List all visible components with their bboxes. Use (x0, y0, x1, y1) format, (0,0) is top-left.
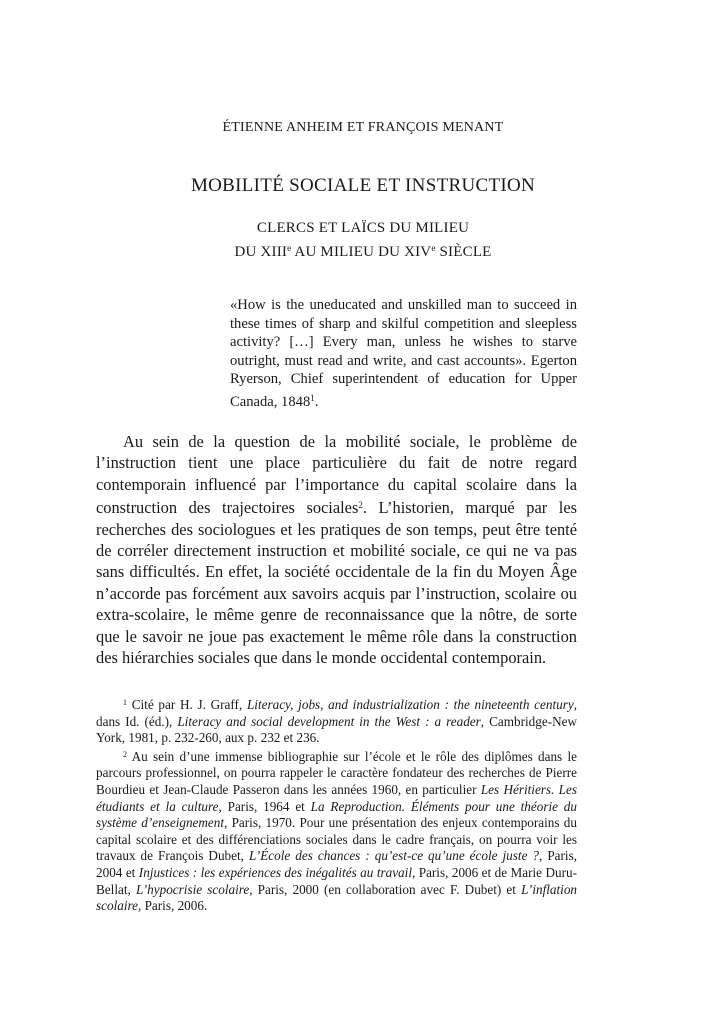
epigraph-end: . (314, 393, 319, 410)
footnote-1-number: 1 (123, 698, 127, 707)
footnotes (96, 695, 577, 915)
footnote-2-text: , Paris, 2000 (en collaboration avec F. Dubet) et (249, 881, 522, 897)
footnote-1-text: , dans Id. (éd.), (96, 697, 577, 729)
footnote-2-title: Injustices : les expériences des inégalités au travail (138, 864, 412, 880)
body-note-ref[interactable]: 2 (358, 500, 363, 511)
footnote-2-text: , Paris, 2006 et de Marie Duru-Bellat, (96, 864, 577, 897)
footnote-2-title: L’École des chances : qu’est-ce qu’une école juste ? (248, 848, 540, 864)
subtitle-text-c: SIÈCLE (435, 244, 492, 260)
footnote-2-title: L’inflation scolaire (96, 881, 578, 914)
footnote-2-number: 2 (123, 749, 127, 759)
subtitle-line-1: CLERCS ET LAÏCS DU MILIEU (256, 220, 470, 236)
subtitle-line-2 (0, 238, 726, 262)
footnote-2-title: L’hypocrisie scolaire (135, 881, 250, 897)
footnote-1-title: Literacy and social development in the West : a reader (177, 713, 481, 729)
footnote-1-title: Literacy, jobs, and industrialization : the nineteenth century (246, 697, 574, 712)
body-text-1: Au sein de la question de la mobilité sociale, le problème de l’instruction tient une place particulière du fait de notre regard contemporain influencé par l’importance du capital scolaire dans la construction des trajectoires sociales (96, 432, 577, 518)
footnote-2-text: , Paris, 1964 et (218, 798, 311, 814)
footnote-1 (96, 695, 577, 747)
body-text-2: . L’historien, marqué par les recherches des sociologues et les pratiques de son temps, peut être tenté de corréler directement instruction et mobilité sociale, ce qui ne va pas sans difficultés. En effet, la société occidentale de la fin du Moyen Âge n’accorde pas forcément aux savoirs acquis par l’instruction, scolaire ou extra-scolaire, le même genre de reconnaissance que la nôtre, de sorte que le savoir ne joue pas exactement le même rôle dans la construction des hiérarchies sociales que dans le monde occidental contemporain. (96, 498, 578, 668)
subtitle-text-b: AU MILIEU DU XIV (291, 244, 432, 260)
footnote-2-text: Au sein d’une immense bibliographie sur l’école et le rôle des diplômes dans le parcours professionnel, on pourra rappeler le caractère fondateur des recherches de Pierre Bourdieu et Jean-Claude Passeron dans les années 1960, en particulier (96, 748, 577, 797)
footnote-2-title: Les Héritiers. Les étudiants et la culture (96, 781, 577, 814)
footnote-2-text: , Paris, 1970. Pour une présentation des enjeux contemporains du capital scolaire et des différenciations sociales dans le cadre français, on pourra voir les travaux de François Dubet, (96, 815, 577, 864)
epigraph-note-ref[interactable]: 1 (310, 392, 315, 403)
footnote-2-text: , Paris, 2006. (138, 898, 208, 914)
footnote-1-text: , Cambridge-New York, 1981, p. 232-260, aux p. 232 et 236. (96, 713, 577, 746)
subtitle-text-a: DU XIII (234, 244, 288, 260)
subtitle-sup-b: e (431, 243, 436, 253)
epigraph-text: «How is the uneducated and unskilled man to succeed in these times of sharp and skilful competition and sleepless activity? […] Every man, unless he wishes to starve outright, must read and write, and cast accounts». Egerton Ryerson, Chief superintendent of education for Upper Canada, 1848 (230, 297, 577, 410)
body-paragraph (96, 431, 577, 668)
authors-line: ÉTIENNE ANHEIM ET FRANÇOIS MENANT (222, 120, 504, 135)
article-subtitle (0, 218, 726, 262)
epigraph-quote (230, 296, 577, 412)
subtitle-sup-a: e (287, 243, 292, 253)
footnote-2 (96, 747, 577, 915)
article-title: MOBILITÉ SOCIALE ET INSTRUCTION (190, 175, 536, 196)
footnote-1-text: Cité par H. J. Graff, (127, 697, 247, 712)
footnote-2-text: , Paris, 2004 et (96, 848, 578, 880)
footnote-2-title: La Reproduction. Éléments pour une théorie du système d’enseignement (96, 798, 577, 831)
